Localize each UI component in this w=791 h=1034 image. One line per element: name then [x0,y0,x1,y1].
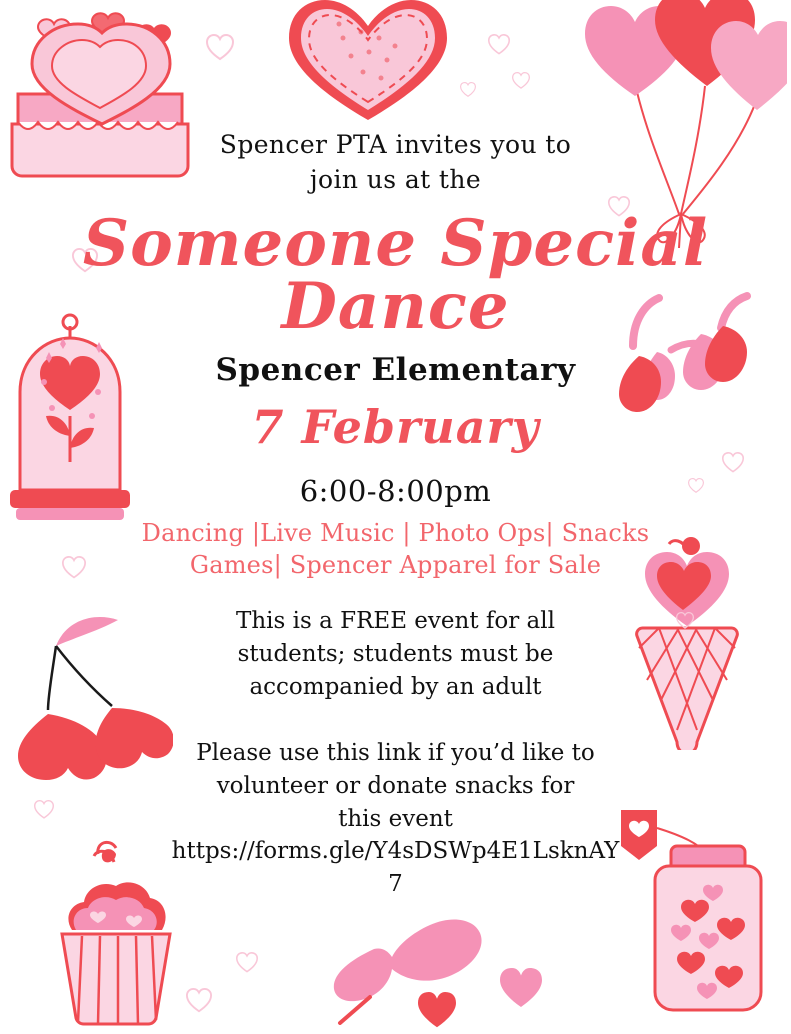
small-heart-icon [206,34,234,62]
invitation-line-1: Spencer PTA invites you to [219,130,572,159]
small-heart-icon [488,34,510,56]
stitched-heart-icon [283,0,453,124]
event-title [0,206,791,345]
invitation-text [181,128,611,197]
heart-lollipop-icon [318,905,498,1025]
flyer-text-block [0,128,791,900]
school-name: Spencer Elementary [215,351,576,388]
small-heart-icon [460,82,476,98]
volunteer-line-2: volunteer or donate snacks for [216,772,575,799]
event-title-line-1: Someone Special [82,206,709,281]
features-line-2: Games| Spencer Apparel for Sale [189,550,602,579]
small-heart-icon [186,988,212,1014]
features-line-1: Dancing |Live Music | Photo Ops| Snacks [141,518,650,547]
small-heart-icon [418,992,456,1030]
small-heart-icon [500,968,542,1010]
volunteer-line-1: Please use this link if you’d like to [196,740,595,767]
free-event-line-1: This is a FREE event for all [236,608,555,635]
free-event-line-2: students; students must be [237,640,554,667]
small-heart-icon [236,952,258,974]
event-features [0,518,791,581]
volunteer-link-block [166,737,626,900]
small-heart-icon [512,72,530,90]
volunteer-line-3: this event [338,805,453,832]
event-time: 6:00-8:00pm [299,473,492,508]
free-event-line-3: accompanied by an adult [249,673,542,700]
event-title-line-2: Dance [281,269,510,345]
event-date: 7 February [251,399,540,454]
volunteer-form-url[interactable]: https://forms.gle/Y4sDSWp4E1LsknAY7 [171,838,620,897]
free-event-note [196,605,596,703]
invitation-line-2: join us at the [309,164,482,194]
